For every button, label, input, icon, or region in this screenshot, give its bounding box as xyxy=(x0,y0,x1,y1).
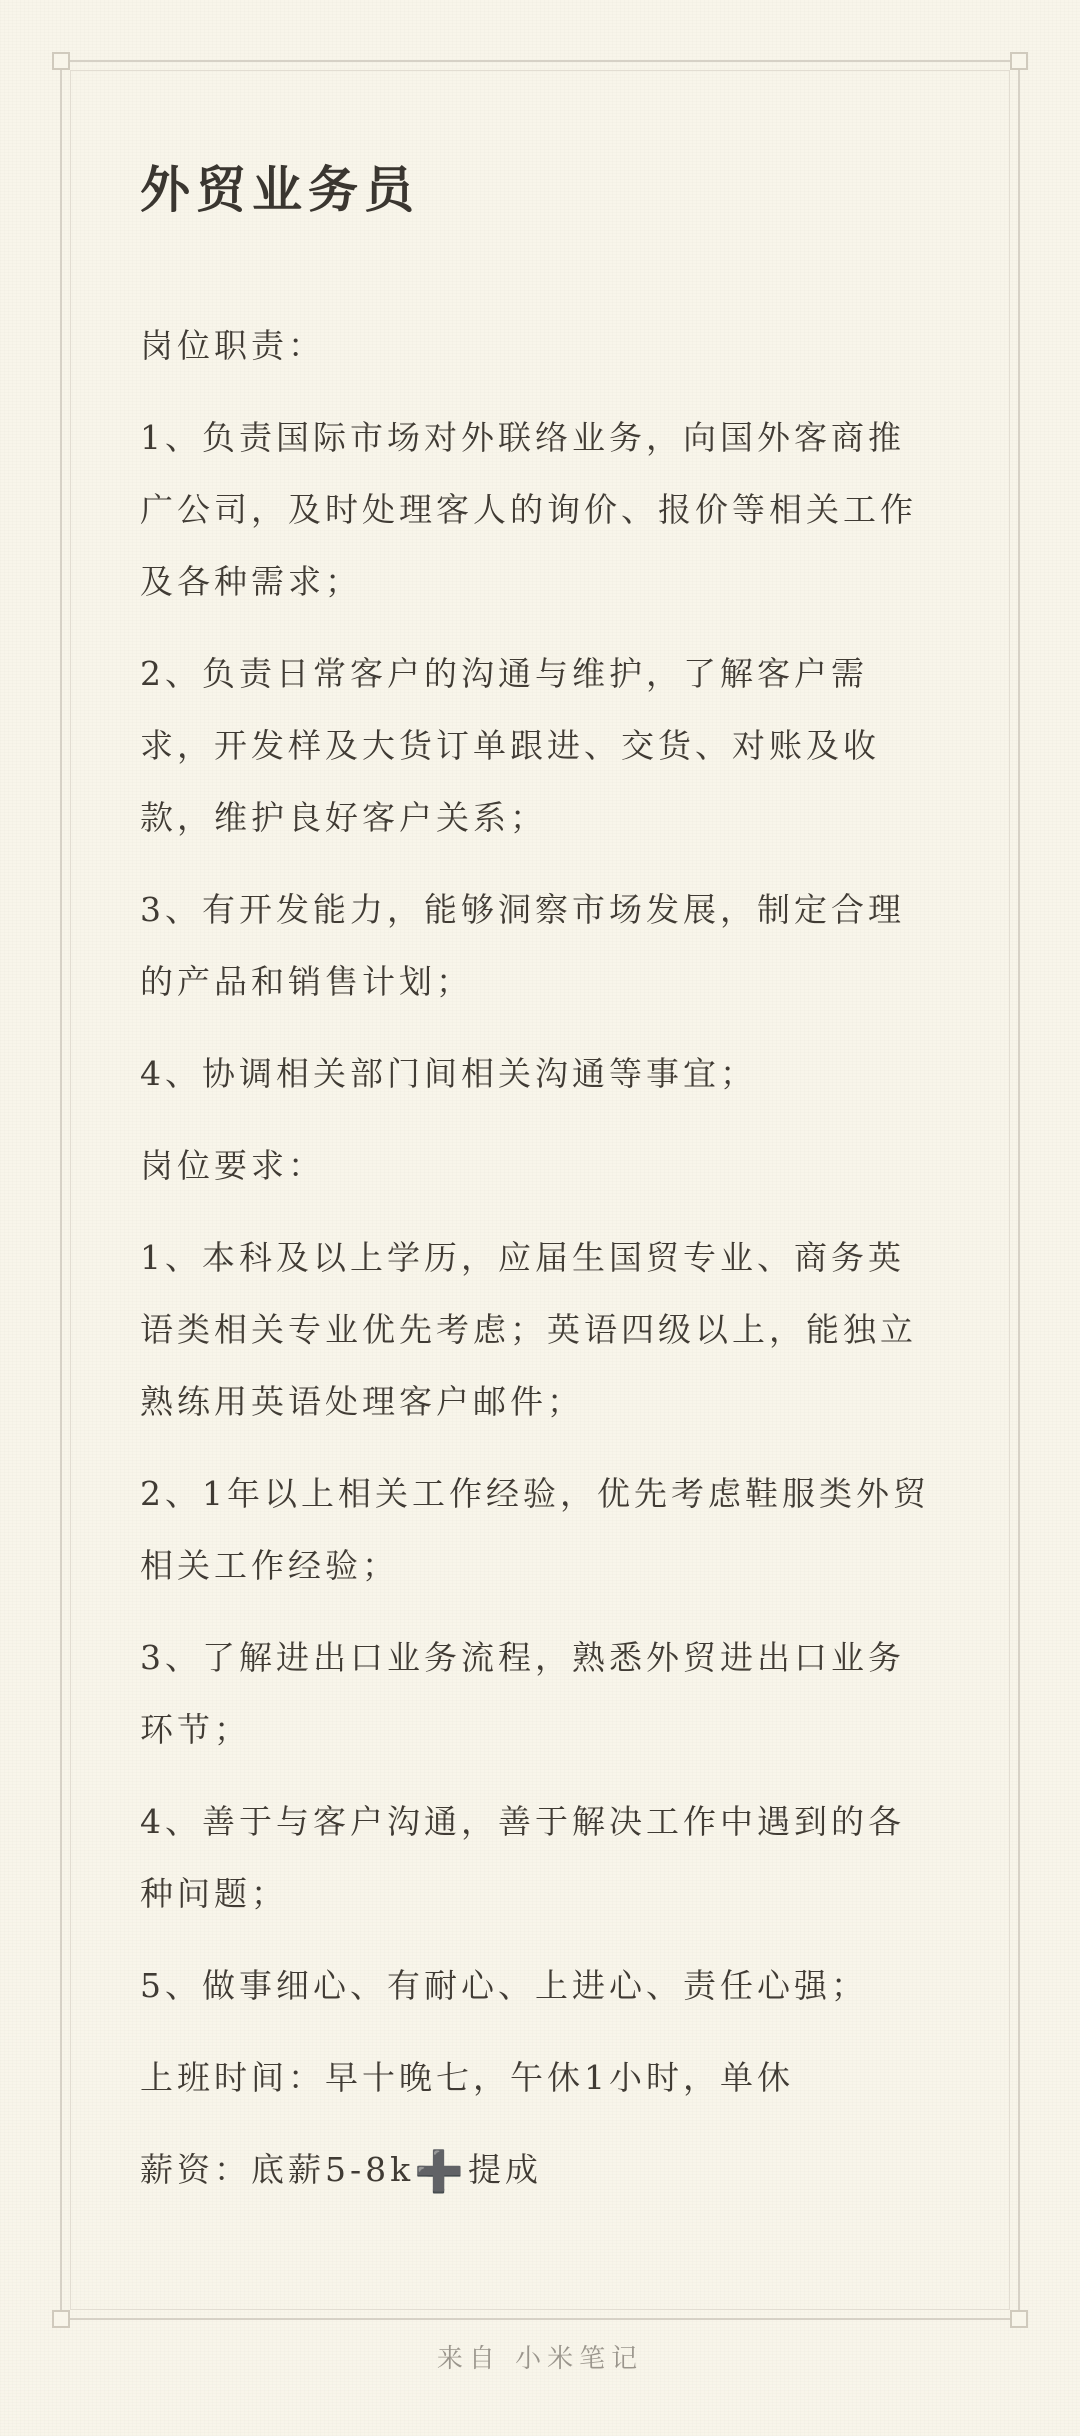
frame-corner-top-left xyxy=(52,52,70,70)
note-content[interactable] xyxy=(140,160,940,2226)
plus-icon: ➕ xyxy=(414,2148,468,2195)
duty-item-4: 4、协调相关部门间相关沟通等事宜； xyxy=(140,1054,757,1093)
frame-corner-bottom-right xyxy=(1010,2310,1028,2328)
frame-corner-top-right xyxy=(1010,52,1028,70)
duty-item-1: 1、负责国际市场对外联络业务，向国外客商推广公司，及时处理客人的询价、报价等相关工作及各种需求； xyxy=(140,418,917,601)
requirement-item-1: 1、本科及以上学历，应届生国贸专业、商务英语类相关专业优先考虑；英语四级以上，能独立熟练用英语处理客户邮件； xyxy=(140,1238,917,1421)
salary xyxy=(140,2134,940,2206)
note-title: 外贸业务员 xyxy=(140,160,420,219)
salary-base: 薪资：底薪5-8k xyxy=(140,2150,415,2189)
requirement-item-3: 3、了解进出口业务流程，熟悉外贸进出口业务环节； xyxy=(140,1638,905,1749)
requirement-item-2: 2、1年以上相关工作经验，优先考虑鞋服类外贸相关工作经验； xyxy=(140,1474,930,1585)
duty-item-3: 3、有开发能力，能够洞察市场发展，制定合理的产品和销售计划； xyxy=(140,890,905,1001)
work-time: 上班时间：早十晚七，午休1小时，单休 xyxy=(140,2058,794,2097)
source-footer: 来自 小米笔记 xyxy=(436,2344,644,2374)
requirements-heading: 岗位要求： xyxy=(140,1146,325,1185)
duties-heading: 岗位职责： xyxy=(140,326,325,365)
requirement-item-5: 5、做事细心、有耐心、上进心、责任心强； xyxy=(140,1966,868,2005)
salary-commission: 提成 xyxy=(467,2150,542,2189)
duty-item-2: 2、负责日常客户的沟通与维护，了解客户需求，开发样及大货订单跟进、交货、对账及收款，维护良好客户关系； xyxy=(140,654,880,837)
frame-corner-bottom-left xyxy=(52,2310,70,2328)
requirement-item-4: 4、善于与客户沟通，善于解决工作中遇到的各种问题； xyxy=(140,1802,905,1913)
